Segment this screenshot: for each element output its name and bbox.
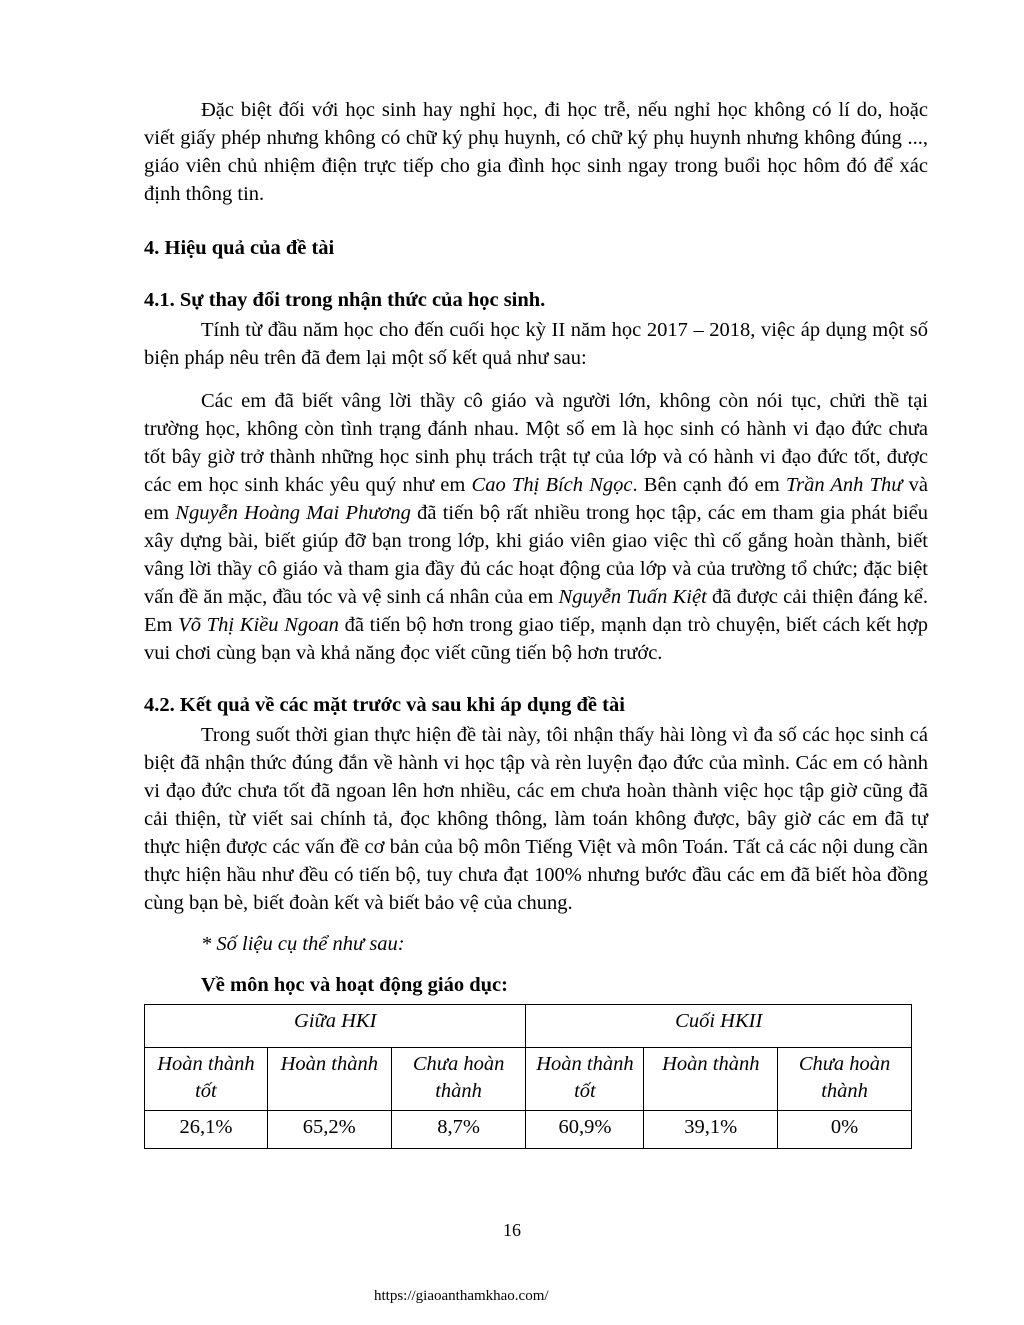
student-name: Nguyễn Hoàng Mai Phương [175, 502, 411, 524]
table-cell: 8,7% [391, 1111, 526, 1149]
results-table [144, 1004, 912, 1149]
student-name: Cao Thị Bích Ngọc [471, 474, 633, 496]
text-segment: và em [144, 474, 929, 524]
group-header-mid-term-1: Giữa HKI [145, 1005, 526, 1048]
column-header: Hoàn thành tốt [526, 1048, 644, 1111]
table-row [145, 1111, 912, 1149]
column-header: Hoàn thành [267, 1048, 391, 1111]
table-title: Về môn học và hoạt động giáo dục: [201, 974, 508, 996]
table-cell: 26,1% [145, 1111, 268, 1149]
group-header-end-term-2: Cuối HKII [526, 1005, 912, 1048]
paragraph-results: Trong suốt thời gian thực hiện đề tài này, tôi nhận thấy hài lòng vì đa số các học sinh cá biệt đã nhận thức đúng đắn về hành vi học tập và rèn luyện đạo đức của mình. Các em có hành vi đạo đức chưa tốt đã ngoan lên hơn nhiều, các em chưa hoàn thành việc học tập giờ cũng đã cải thiện, từ viết sai chính tả, đọc không thông, làm toán không được, bây giờ các em đã tự thực hiện được các vấn đề cơ bản của bộ môn Tiếng Việt và môn Toán. Tất cả các nội dung cần thực hiện hầu như đều có tiến bộ, tuy chưa đạt 100% nhưng bước đầu các em đã biết hòa đồng cùng bạn bè, biết đoàn kết và biết bảo vệ của chung. [144, 724, 928, 914]
heading-section-4: 4. Hiệu quả của đề tài [144, 237, 335, 259]
text-segment: đã tiến bộ hơn trong giao tiếp, mạnh dạn trò chuyện, biết cách kết hợp vui chơi cùng bạn và khả năng đọc viết cũng tiến bộ hơn trước. [144, 614, 929, 664]
column-header: Chưa hoàn thành [391, 1048, 526, 1111]
student-name: Nguyễn Tuấn Kiệt [558, 586, 707, 608]
column-header: Hoàn thành [644, 1048, 778, 1111]
paragraph-absence-handling: Đặc biệt đối với học sinh hay nghỉ học, đi học trễ, nếu nghỉ học không có lí do, hoặc viết giấy phép nhưng không có chữ ký phụ huynh, có chữ ký phụ huynh nhưng không đúng ..., giáo viên chủ nhiệm điện trực tiếp cho gia đình học sinh ngay trong buổi học hôm đó để xác định thông tin. [144, 99, 928, 205]
table-cell: 39,1% [644, 1111, 778, 1149]
table-group-row [145, 1005, 912, 1048]
document-page [144, 96, 928, 1149]
text-segment: đã được cải thiện đáng kể. Em [144, 586, 928, 636]
paragraph-period-summary: Tính từ đầu năm học cho đến cuối học kỳ II năm học 2017 – 2018, việc áp dụng một số biện pháp nêu trên đã đem lại một số kết quả như sau: [144, 319, 928, 369]
table-cell: 65,2% [267, 1111, 391, 1149]
text-segment: . Bên cạnh đó em [632, 474, 786, 496]
student-name: Trần Anh Thư [785, 474, 903, 496]
heading-section-4-1: 4.1. Sự thay đổi trong nhận thức của học sinh. [144, 289, 546, 311]
text-segment: đã tiến bộ rất nhiều trong học tập, các em tham gia phát biểu xây dựng bài, biết giúp đỡ bạn trong lớp, khi giáo viên giao việc thì cố gắng hoàn thành, biết vâng lời thầy cô giáo và tham gia đầy đủ các hoạt động của lớp và của trường tổ chức; đặc biệt vấn đề ăn mặc, đầu tóc và vệ sinh cá nhân của em [144, 502, 929, 608]
data-note: * Số liệu cụ thể như sau: [201, 933, 405, 955]
heading-section-4-2: 4.2. Kết quả về các mặt trước và sau khi áp dụng đề tài [144, 694, 625, 716]
table-header-row [145, 1048, 912, 1111]
page-number: 16 [503, 1220, 521, 1240]
paragraph-student-progress [144, 387, 928, 667]
footer-url: https://giaoanthamkhao.com/ [374, 1288, 549, 1304]
column-header: Chưa hoàn thành [778, 1048, 912, 1111]
table-cell: 0% [778, 1111, 912, 1149]
student-name: Võ Thị Kiều Ngoan [178, 614, 339, 636]
text-segment: Các em đã biết vâng lời thầy cô giáo và người lớn, không còn nói tục, chửi thề tại trường học, không còn tình trạng đánh nhau. Một số em là học sinh có hành vi đạo đức chưa tốt bây giờ trở thành những học sinh phụ trách trật tự của lớp và có hành vi đạo đức tốt, được các em học sinh khác yêu quý như em [144, 390, 928, 496]
column-header: Hoàn thành tốt [145, 1048, 268, 1111]
table-cell: 60,9% [526, 1111, 644, 1149]
